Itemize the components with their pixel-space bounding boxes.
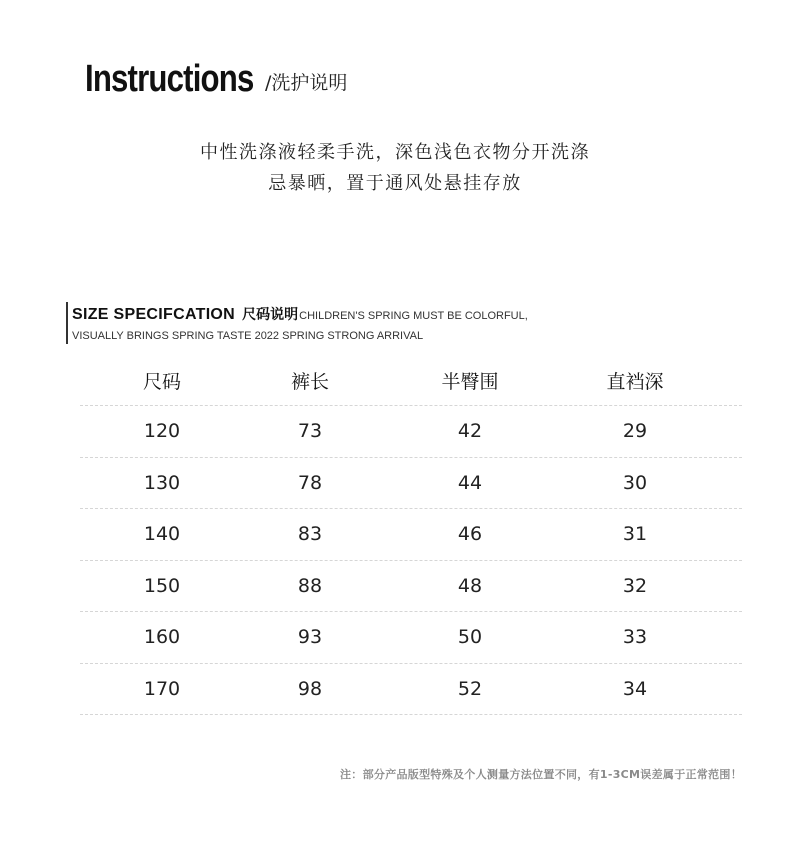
cell-pants-length: 93: [297, 626, 323, 649]
table-row: [80, 561, 742, 612]
size-spec-tagline-1: CHILDREN'S SPRING MUST BE COLORFUL,: [299, 310, 528, 322]
cell-pants-length: 88: [297, 574, 323, 597]
table-row: [80, 406, 742, 457]
table-header-row: [80, 355, 742, 405]
cell-half-hip: 46: [457, 523, 483, 546]
table-row: [80, 664, 742, 715]
table-row: [80, 612, 742, 663]
cell-half-hip: 42: [457, 420, 483, 443]
cell-size: 160: [143, 626, 181, 649]
size-table: [80, 355, 742, 715]
cell-half-hip: 44: [457, 471, 483, 494]
table-row: [80, 509, 742, 560]
cell-pants-length: 98: [297, 677, 323, 700]
instructions-subtitle: /洗护说明: [265, 72, 348, 94]
cell-half-hip: 50: [457, 626, 483, 649]
size-spec-tagline-2: VISUALLY BRINGS SPRING TASTE 2022 SPRING STRONG ARRIVAL: [72, 330, 424, 342]
measurement-footnote: 注：部分产品版型特殊及个人测量方法位置不同，有1-3CM误差属于正常范围！: [340, 768, 742, 781]
instructions-title: Instructions: [85, 58, 254, 100]
size-spec-heading-cn: 尺码说明: [242, 307, 299, 323]
cell-pants-length: 73: [297, 420, 323, 443]
header-front-rise: 直裆深: [606, 370, 664, 393]
header-pants-length: 裤长: [290, 370, 329, 393]
cell-half-hip: 52: [457, 677, 483, 700]
cell-pants-length: 78: [297, 471, 323, 494]
cell-pants-length: 83: [297, 523, 323, 546]
cell-size: 150: [143, 574, 181, 597]
cell-size: 120: [143, 420, 181, 443]
cell-size: 130: [143, 471, 181, 494]
cell-front-rise: 34: [622, 677, 648, 700]
size-spec-heading-line: [72, 304, 528, 324]
cell-front-rise: 30: [622, 471, 648, 494]
cell-front-rise: 31: [622, 523, 648, 546]
cell-front-rise: 32: [622, 574, 648, 597]
care-instruction-line-2: 忌暴晒，置于通风处悬挂存放: [268, 173, 522, 194]
care-instruction-line-1: 中性洗涤液轻柔手洗，深色浅色衣物分开洗涤: [200, 142, 590, 163]
cell-half-hip: 48: [457, 574, 483, 597]
spec-accent-bar: [66, 302, 68, 344]
row-separator: [80, 714, 742, 715]
size-spec-heading: SIZE SPECIFCATION: [72, 306, 236, 323]
cell-front-rise: 29: [622, 420, 648, 443]
header-half-hip: 半臀围: [441, 370, 499, 393]
cell-size: 140: [143, 523, 181, 546]
header-size: 尺码: [142, 370, 181, 393]
cell-front-rise: 33: [622, 626, 648, 649]
cell-size: 170: [143, 677, 181, 700]
table-row: [80, 458, 742, 509]
